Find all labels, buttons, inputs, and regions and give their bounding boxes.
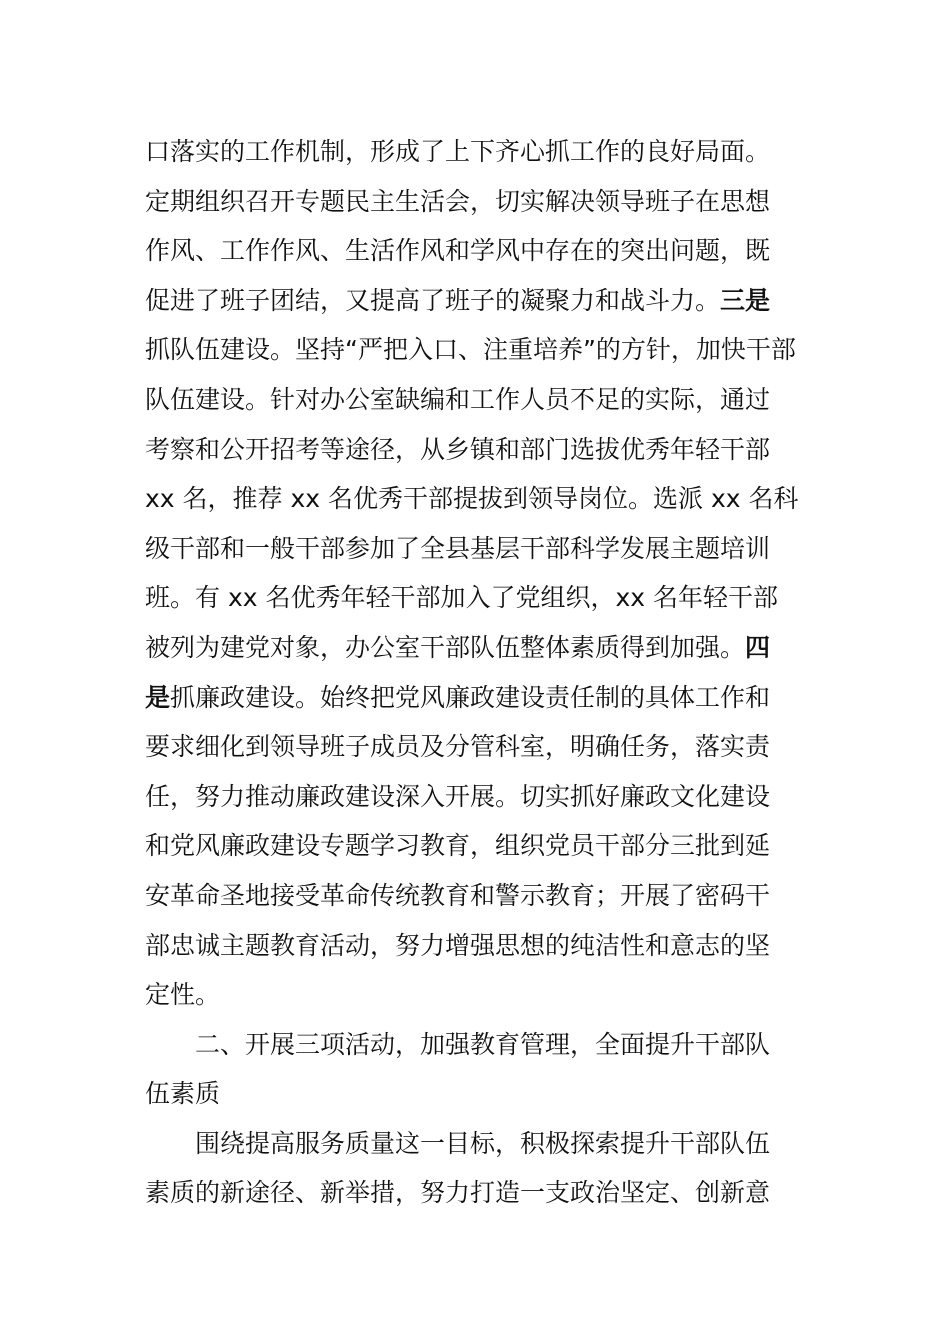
text-line xyxy=(145,1020,805,1070)
text-line xyxy=(145,722,805,772)
text-line xyxy=(145,573,805,623)
text-segment: 任，努力推动廉政建设深入开展。切实抓好廉政文化建设 xyxy=(145,781,771,811)
text-line xyxy=(145,177,805,227)
text-segment: 被列为建党对象，办公室干部队伍整体素质得到加强。 xyxy=(145,632,746,662)
text-segment: 作风、工作作风、生活作风和学风中存在的突出问题，既 xyxy=(145,236,771,266)
text-line xyxy=(145,226,805,276)
text-line xyxy=(145,921,805,971)
text-line xyxy=(145,871,805,921)
text-segment: 素质的新途径、新举措，努力打造一支政治坚定、创新意 xyxy=(145,1178,771,1208)
text-segment: 级干部和一般干部参加了全县基层干部科学发展主题培训 xyxy=(145,533,771,563)
text-segment: 围绕提高服务质量这一目标，积极探索提升干部队伍 xyxy=(195,1128,771,1158)
text-segment: 促进了班子团结，又提高了班子的凝聚力和战斗力。 xyxy=(145,285,721,315)
text-line xyxy=(145,375,805,425)
text-segment: 定期组织召开专题民主生活会，切实解决领导班子在思想 xyxy=(145,186,771,216)
text-line xyxy=(145,970,805,1020)
bold-text-segment: 四 xyxy=(745,632,771,662)
text-line xyxy=(145,821,805,871)
text-line xyxy=(145,474,805,524)
text-segment: 安革命圣地接受革命传统教育和警示教育；开展了密码干 xyxy=(145,880,771,910)
text-line xyxy=(145,524,805,574)
text-segment: 要求细化到领导班子成员及分管科室，明确任务，落实责 xyxy=(145,732,771,762)
text-segment: 二、开展三项活动，加强教育管理，全面提升干部队 xyxy=(195,1029,771,1059)
text-line xyxy=(145,673,805,723)
text-line xyxy=(145,276,805,326)
text-segment: 部忠诚主题教育活动，努力增强思想的纯洁性和意志的坚 xyxy=(145,930,771,960)
text-segment: xx 名，推荐 xx 名优秀干部提拔到领导岗位。选派 xx 名科 xyxy=(145,484,799,514)
bold-text-segment: 是 xyxy=(145,682,171,712)
text-segment: 伍素质 xyxy=(145,1079,221,1109)
bold-text-segment: 三是 xyxy=(720,285,771,315)
text-segment: 抓队伍建设。坚持“严把入口、注重培养”的方针，加快干部 xyxy=(145,335,796,365)
text-segment: 和党风廉政建设专题学习教育，组织党员干部分三批到延 xyxy=(145,831,771,861)
text-line xyxy=(145,1069,805,1119)
text-segment: 定性。 xyxy=(145,980,221,1010)
text-line xyxy=(145,425,805,475)
text-line xyxy=(145,127,805,177)
text-line xyxy=(145,772,805,822)
text-line xyxy=(145,1168,805,1218)
text-line xyxy=(145,325,805,375)
text-segment: 抓廉政建设。始终把党风廉政建设责任制的具体工作和 xyxy=(170,682,771,712)
text-segment: 考察和公开招考等途径，从乡镇和部门选拔优秀年轻干部 xyxy=(145,434,771,464)
text-line xyxy=(145,1119,805,1169)
text-segment: 班。有 xx 名优秀年轻干部加入了党组织，xx 名年轻干部 xyxy=(145,583,779,613)
text-segment: 队伍建设。针对办公室缺编和工作人员不足的实际，通过 xyxy=(145,384,771,414)
text-segment: 口落实的工作机制，形成了上下齐心抓工作的良好局面。 xyxy=(145,137,771,166)
document-body-text xyxy=(145,127,805,1218)
text-line xyxy=(145,623,805,673)
